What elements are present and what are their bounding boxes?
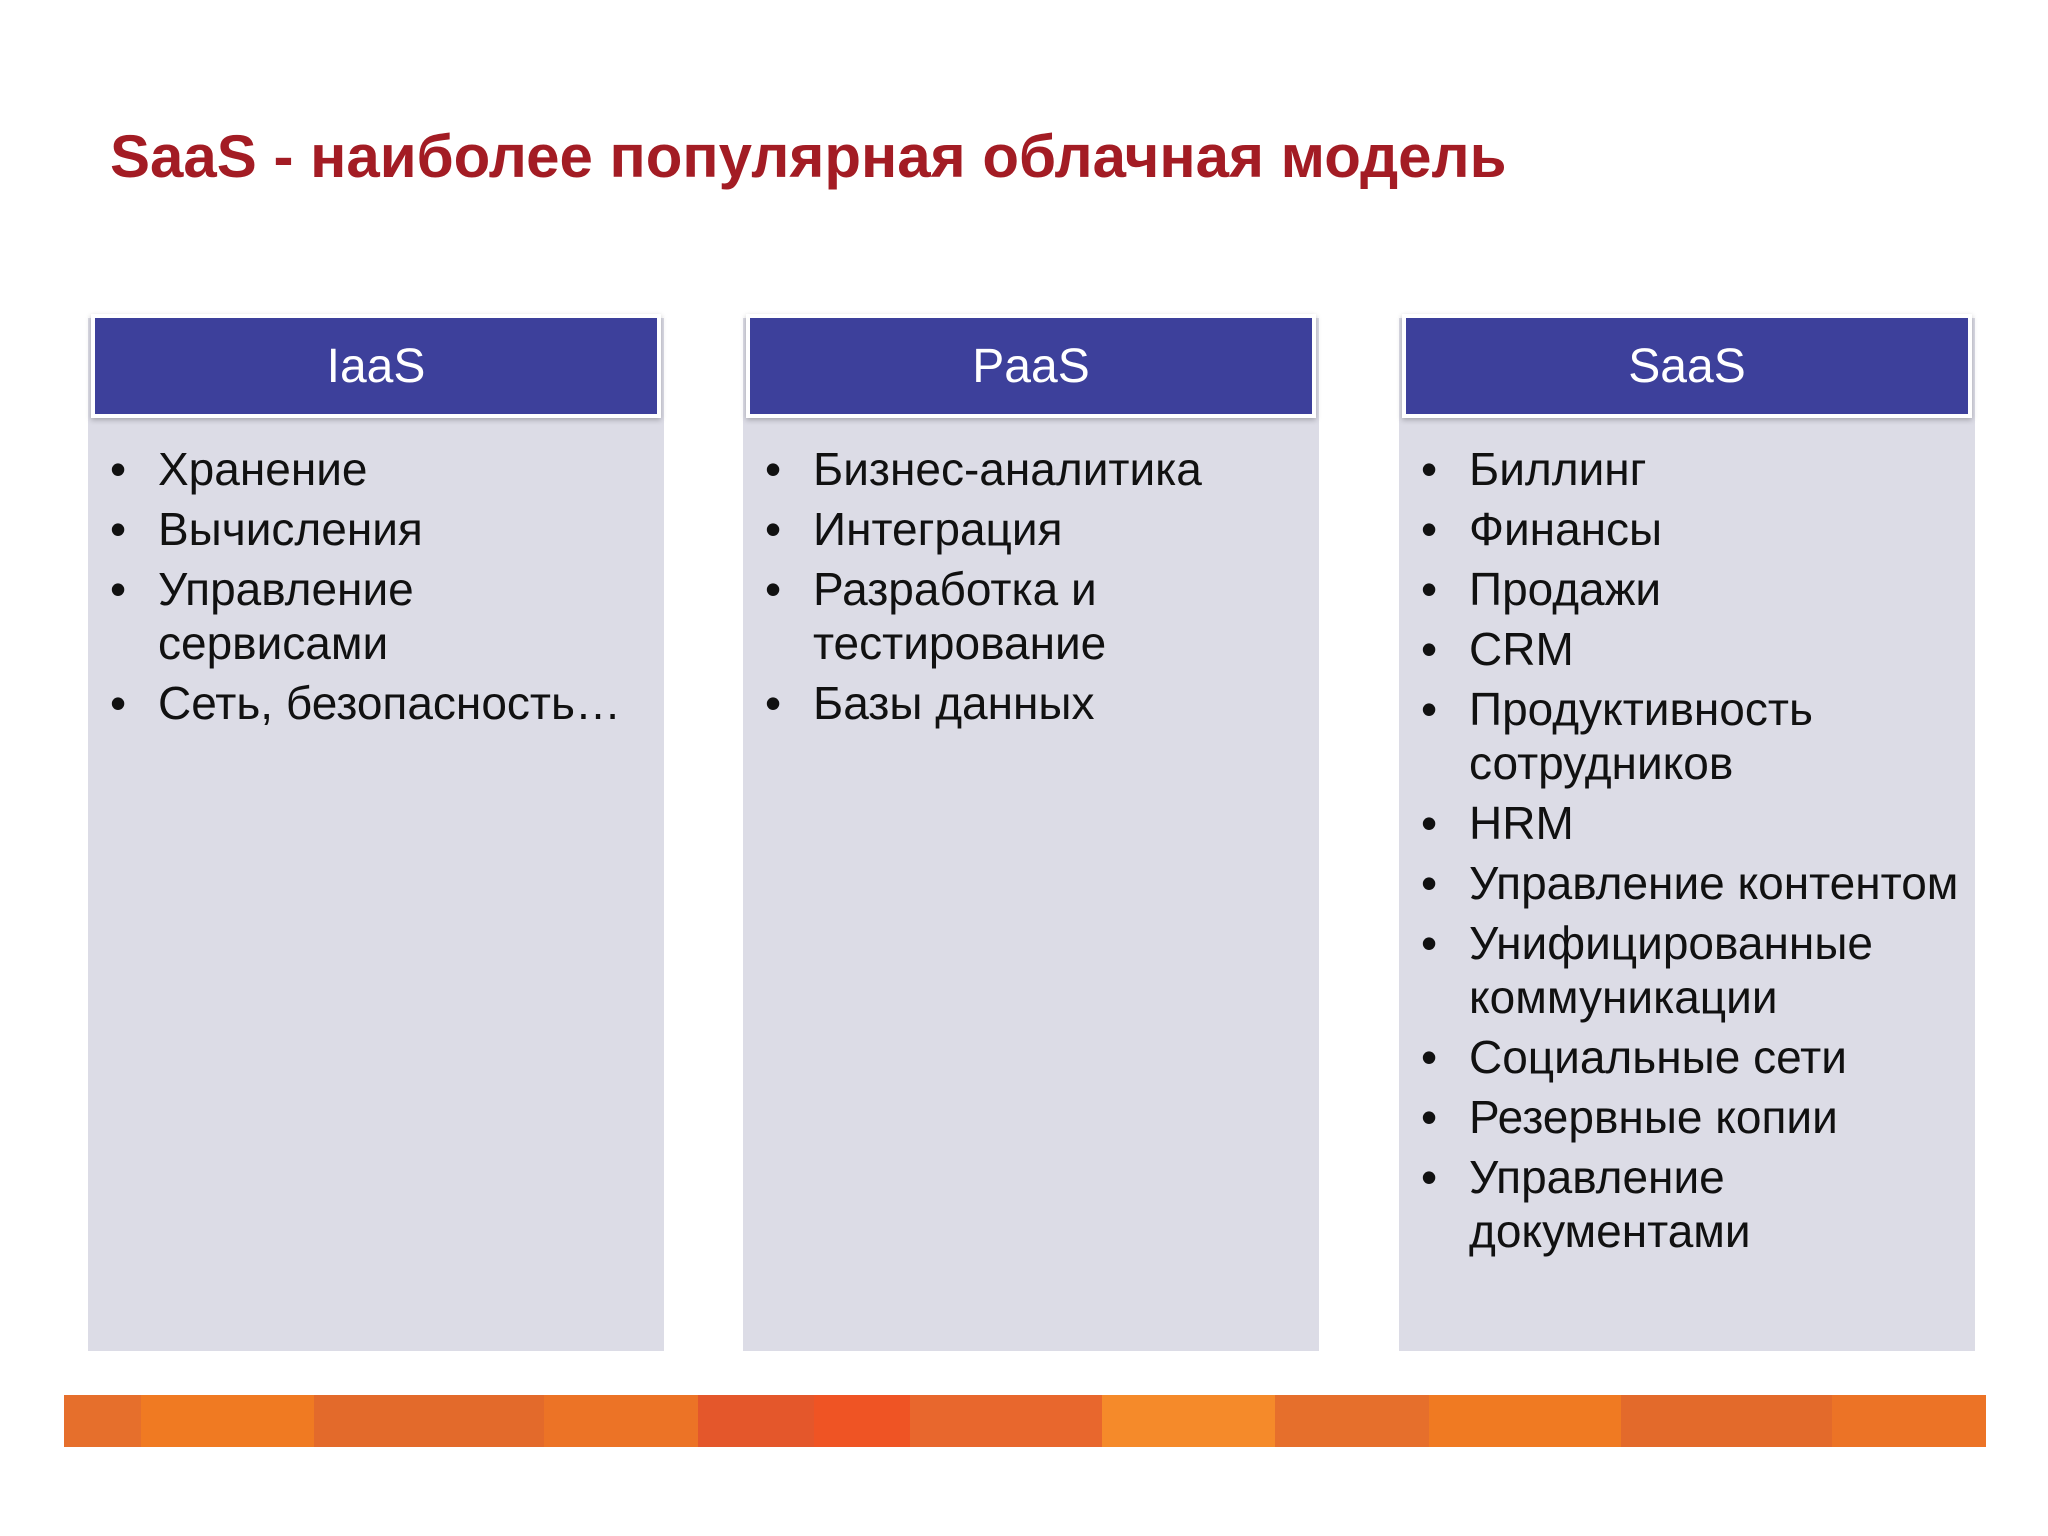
bullet-icon: • [1421,443,1438,495]
bullet-icon: • [1421,1091,1438,1143]
band-segment [814,1395,910,1447]
band-segment [1621,1395,1832,1447]
list-item-text: CRM [1469,623,1574,675]
list-item-text: Вычисления [158,503,423,555]
slide-title: SaaS - наиболее популярная облачная модель [110,123,1507,190]
list-item-text: Управление контентом [1469,857,1959,909]
band-segment [1102,1395,1275,1447]
bullet-icon: • [1421,683,1438,735]
list-item [110,676,650,730]
list-item-text: Биллинг [1469,443,1647,495]
band-segment [141,1395,314,1447]
bullet-icon: • [765,443,782,495]
footer-decorative-band [64,1395,1986,1447]
list-item-text: Продажи [1469,563,1662,615]
column-saas [1399,318,1975,1351]
list-item-text: Резервные копии [1469,1091,1838,1143]
bullet-icon: • [110,677,127,729]
list-item [110,442,650,496]
list-item [1421,1090,1961,1144]
bullet-icon: • [1421,563,1438,615]
band-segment [1275,1395,1429,1447]
bullet-icon: • [1421,857,1438,909]
band-segment [544,1395,698,1447]
list-item [1421,1030,1961,1084]
bullet-icon: • [110,563,127,615]
list-item-text: Сеть, безопасность… [158,677,621,729]
list-item-text: Разработка и тестирование [813,563,1107,669]
list-item [1421,502,1961,556]
list-item-text: Управление документами [1469,1151,1751,1257]
bullet-icon: • [1421,623,1438,675]
list-item-text: Финансы [1469,503,1663,555]
list-item-text: Управление сервисами [158,563,414,669]
bullet-icon: • [1421,917,1438,969]
bullet-icon: • [110,503,127,555]
band-segment [314,1395,545,1447]
item-list [765,442,1305,736]
item-list [110,442,650,736]
list-item-text: Хранение [158,443,368,495]
list-item-text: Унифицированные коммуникации [1469,917,1873,1023]
column-header: PaaS [746,314,1316,418]
bullet-icon: • [1421,1151,1438,1203]
list-item [1421,856,1961,910]
list-item [1421,562,1961,616]
bullet-icon: • [765,503,782,555]
band-segment [698,1395,813,1447]
column-iaas [88,318,664,1351]
bullet-icon: • [1421,503,1438,555]
list-item [110,502,650,556]
band-segment [64,1395,141,1447]
list-item [765,442,1305,496]
list-item [1421,442,1961,496]
list-item-text: Бизнес-аналитика [813,443,1202,495]
list-item [765,502,1305,556]
column-header: SaaS [1402,314,1972,418]
band-segment [910,1395,1102,1447]
list-item-text: Интеграция [813,503,1063,555]
bullet-icon: • [765,563,782,615]
list-item-text: Социальные сети [1469,1031,1847,1083]
band-segment [1832,1395,1986,1447]
list-item [1421,1150,1961,1258]
list-item-text: HRM [1469,797,1574,849]
bullet-icon: • [110,443,127,495]
list-item [110,562,650,670]
bullet-icon: • [1421,1031,1438,1083]
list-item [1421,682,1961,790]
column-header: IaaS [91,314,661,418]
list-item [765,562,1305,670]
list-item [1421,916,1961,1024]
band-segment [1429,1395,1621,1447]
list-item-text: Базы данных [813,677,1095,729]
list-item [1421,796,1961,850]
list-item [1421,622,1961,676]
list-item [765,676,1305,730]
bullet-icon: • [1421,797,1438,849]
list-item-text: Продуктивность сотрудников [1469,683,1813,789]
column-paas [743,318,1319,1351]
bullet-icon: • [765,677,782,729]
item-list [1421,442,1961,1264]
